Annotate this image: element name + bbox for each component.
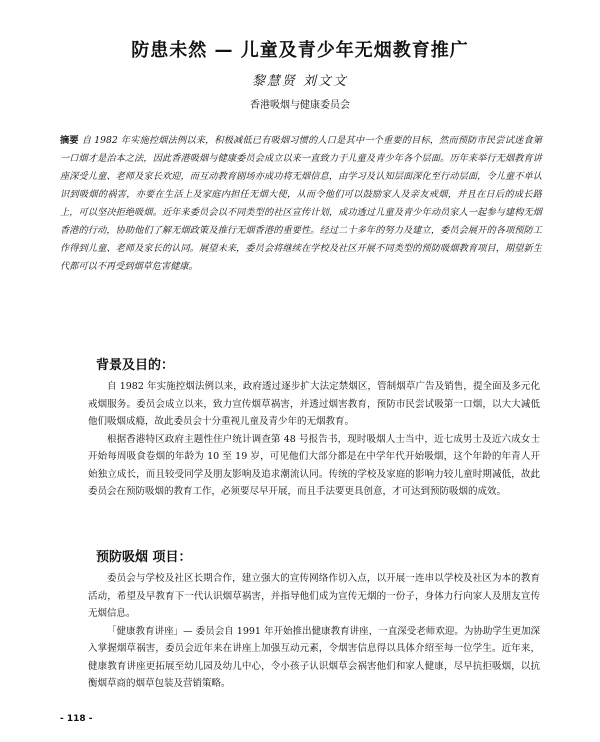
paragraph: 自 1982 年实施控烟法例以来，政府透过逐步扩大法定禁烟区，管制烟草广告及销售，提全面及多元化戒烟服务。委员会成立以来，致力宣传烟草祸害，并透过烟害教育，预防市民尝试吸第一口烟，以大大减低他们吸烟成瘾，故此委员会十分重视儿童及青少年的无烟教育。 bbox=[88, 381, 540, 427]
paper-title: 防患未然 — 儿童及青少年无烟教育推广 bbox=[131, 40, 469, 61]
section-background-body bbox=[88, 378, 540, 501]
abstract-label: 摘要 bbox=[60, 135, 79, 146]
abstract-block bbox=[60, 132, 542, 276]
paper-authors: 黎慧贤 刘文文 bbox=[251, 74, 349, 89]
page-number: - 118 - bbox=[60, 714, 93, 724]
paper-affiliation: 香港吸烟与健康委员会 bbox=[250, 100, 350, 111]
paragraph: 根据香港特区政府主题性住户统计调查第 48 号报告书，现时吸烟人士当中，近七成男士及近六成女士开始每周吸食卷烟的年龄为 10 至 19 岁，可见他们大部分都是在中学年代开始吸烟，这个年龄的年青人开始独立成长，而且较受同学及朋友影响及追求潮流认同。传统的学校及家庭的影响力较儿童时期减低，故此委员会在预防吸烟的教育工作，必须要尽早开展，而且手法要更具创意，才可达到预防吸烟的成效。 bbox=[88, 433, 540, 497]
paragraph: 「健康教育讲座」— 委员会自 1991 年开始推出健康教育讲座，一直深受老师欢迎。为协助学生更加深入掌握烟草祸害，委员会近年来在讲座上加强互动元素，令烟害信息得以具体介绍至每一位学生。近年来，健康教育讲座更拓展至幼儿园及幼儿中心，令小孩子认识烟草会祸害他们和家人健康，尽早抗拒吸烟，以抗衡烟草商的烟草包装及营销策略。 bbox=[88, 625, 540, 689]
abstract-text: 自 1982 年实施控烟法例以来，积极减低已有吸烟习惯的人口是其中一个重要的目标，然而预防市民尝试迷食第一口烟才是治本之法，因此香港吸烟与健康委员会成立以来一直致力于儿童及青少年各个层面。历年来举行无烟教育讲座深受儿童、老师及家长欢迎，而互动教育剧场亦成功将无烟信息，由学习及认知层面深化至行动层面，令儿童不单认识到吸烟的祸害，亦要在生活上及家庭内担任无烟大使，从而令他们可以鼓励家人及亲友戒烟，并且在日后的成长路上，可以坚决拒绝吸烟。近年来委员会以不同类型的社区宣传计划，成功透过儿童及青少年动员家人一起参与建构无烟香港的行动，协助他们了解无烟政策及推行无烟香港的重要性。经过二十多年的努力及建立，委员会展开的各项预防工作得到儿童、老师及家长的认同。展望未来，委员会将继续在学校及社区开展不同类型的预防吸烟教育项目，期望新生代都可以不再受到烟草危害健康。 bbox=[60, 135, 543, 272]
section-projects-body bbox=[88, 570, 540, 693]
section-heading-projects: 预防吸烟 项目： bbox=[96, 550, 192, 565]
paragraph: 委员会与学校及社区长期合作，建立强大的宣传网络作切入点，以开展一连串以学校及社区为本的教育活动，希望及早教育下一代认识烟草祸害，并指导他们成为宣传无烟的一份子，身体力行向家人及朋友宣传无烟信息。 bbox=[88, 573, 540, 619]
section-heading-background: 背景及目的： bbox=[96, 358, 175, 373]
